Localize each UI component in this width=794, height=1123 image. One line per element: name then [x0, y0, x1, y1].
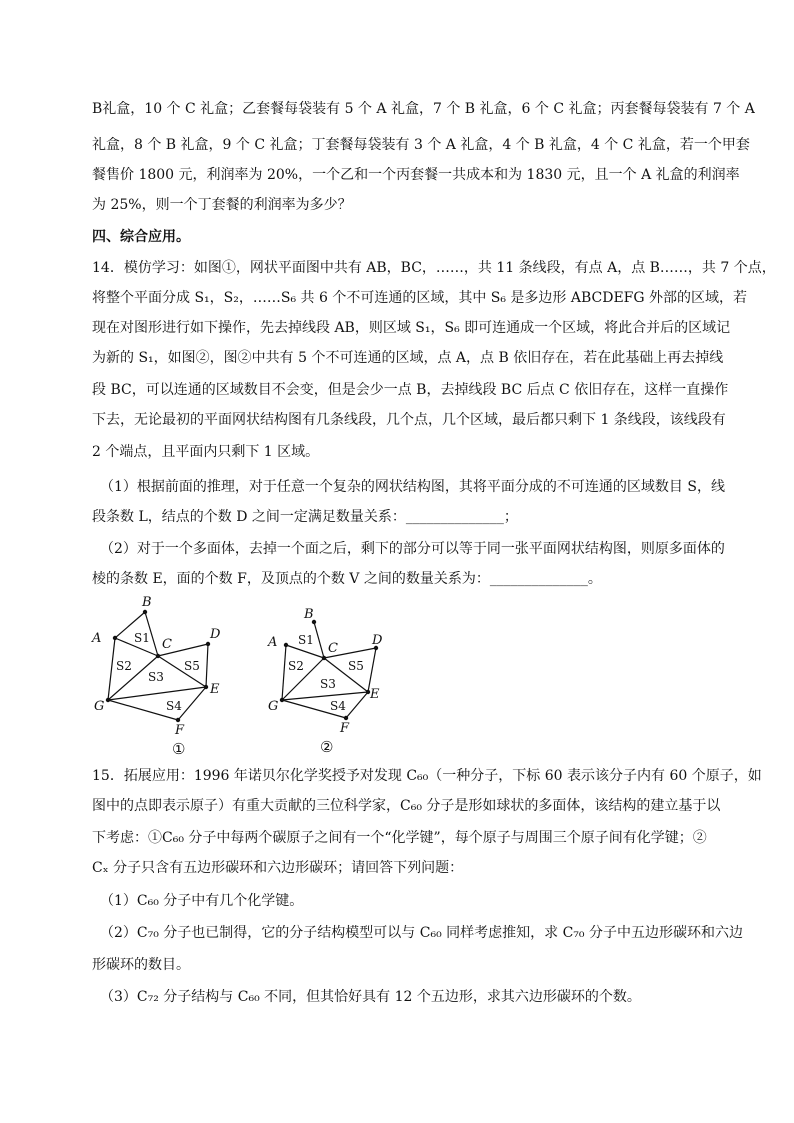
- q14-line-1: 14．模仿学习：如图①，网状平面图中共有 AB，BC，……，共 11 条线段，有点 A，点 B……，共 7 个点，: [92, 260, 776, 276]
- region-label-s1: S1: [134, 631, 150, 645]
- point-label-c: C: [162, 637, 172, 652]
- q14-line-6: 下去，无论最初的平面网状结构图有几条线段，几个点，几个区域，最后都只剩下 1 条线段，该线段有: [92, 412, 726, 428]
- point-label-e-2: E: [370, 687, 380, 702]
- region-label-s5: S5: [184, 659, 200, 673]
- region-label-s3-2: S3: [320, 677, 336, 691]
- point-label-f-2: F: [340, 721, 350, 736]
- q14-line-3: 现在对图形进行如下操作，先去掉线段 AB，则区域 S₁，S₆ 即可连通成一个区域，将此合并后的区域记: [92, 320, 731, 336]
- q15-sub1: （1）C₆₀ 分子中有几个化学键。: [100, 893, 304, 909]
- region-label-s2-2: S2: [288, 659, 304, 673]
- q14-sub2-line-2: 棱的条数 E，面的个数 F，及顶点的个数 V 之间的数量关系为：______________。: [92, 571, 602, 587]
- q14-line-5: 段 BC，可以连通的区域数目不会变，但是会少一点 B，去掉线段 BC 后点 C 依旧存在，这样一直操作: [92, 382, 729, 398]
- point-label-g: G: [94, 699, 105, 714]
- figure-caption-2: ②: [320, 738, 334, 756]
- region-label-s4: S4: [166, 699, 182, 713]
- point-label-f: F: [175, 723, 185, 738]
- region-label-s1-2: S1: [298, 633, 314, 647]
- point-label-d: D: [210, 627, 221, 642]
- region-label-s2: S2: [116, 659, 132, 673]
- q14-line-2: 将整个平面分成 S₁，S₂，……S₆ 共 6 个不可连通的区域，其中 S₆ 是多边形 ABCDEFG 外部的区域，若: [92, 290, 748, 306]
- point-label-a: A: [92, 631, 102, 646]
- region-label-s5-2: S5: [348, 659, 364, 673]
- q15-line-4: Cₓ 分子只含有五边形碳环和六边形碳环；请回答下列问题：: [92, 860, 464, 876]
- point-label-a-2: A: [268, 635, 278, 650]
- point-label-c-2: C: [328, 641, 338, 656]
- q14-line-7: 2 个端点，且平面内只剩下 1 区域。: [92, 444, 320, 460]
- point-label-b: B: [142, 595, 152, 610]
- q15-sub2-line-2: 形碳环的数目。: [92, 957, 190, 973]
- point-label-g-2: G: [268, 699, 279, 714]
- figure-caption-1: ①: [172, 740, 186, 758]
- q14-sub1-line-1: （1）根据前面的推理，对于任意一个复杂的网状结构图，其将平面分成的不可连通的区域数目 S，线: [100, 479, 725, 495]
- q14-sub1-line-2: 段条数 L，结点的个数 D 之间一定满足数量关系：______________；: [92, 509, 518, 525]
- section-heading: 四、综合应用。: [92, 229, 190, 245]
- q13-line-3: 餐售价 1800 元，利润率为 20%，一个乙和一个丙套餐一共成本和为 1830 元，且一个 A 礼盒的利润率: [92, 167, 740, 183]
- q15-line-3: 下考虑：①C₆₀ 分子中每两个碳原子之间有一个“化学键”，每个原子与周围三个原子间有化学键；②: [92, 830, 707, 846]
- point-label-d-2: D: [372, 633, 383, 648]
- region-label-s3: S3: [148, 670, 164, 684]
- q13-line-1: B礼盒，10 个 C 礼盒；乙套餐每袋装有 5 个 A 礼盒，7 个 B 礼盒，6 个 C 礼盒；丙套餐每袋装有 7 个 A: [92, 101, 755, 117]
- network-figure-2: [258, 600, 398, 760]
- point-label-b-2: B: [304, 607, 314, 622]
- q15-line-1: 15．拓展应用：1996 年诺贝尔化学奖授予对发现 C₆₀（一种分子，下标 60 表示该分子内有 60 个原子，如: [92, 768, 762, 784]
- point-label-e: E: [210, 682, 220, 697]
- q13-line-2: 礼盒，8 个 B 礼盒，9 个 C 礼盒；丁套餐每袋装有 3 个 A 礼盒，4 个 B 礼盒，4 个 C 礼盒，若一个甲套: [92, 137, 750, 153]
- q13-line-4: 为 25%，则一个丁套餐的利润率为多少？: [92, 197, 352, 213]
- q14-line-4: 为新的 S₁，如图②，图②中共有 5 个不可连通的区域，点 A，点 B 依旧存在，若在此基础上再去掉线: [92, 350, 724, 366]
- network-figure-1: [80, 592, 240, 762]
- region-label-s4-2: S4: [330, 699, 346, 713]
- q14-sub2-line-1: （2）对于一个多面体，去掉一个面之后，剩下的部分可以等于同一张平面网状结构图，则原多面体的: [100, 541, 725, 557]
- q15-sub3: （3）C₇₂ 分子结构与 C₆₀ 不同，但其恰好具有 12 个五边形，求其六边形碳环的个数。: [100, 989, 641, 1005]
- q15-sub2-line-1: （2）C₇₀ 分子也已制得，它的分子结构模型可以与 C₆₀ 同样考虑推知，求 C₇₀ 分子中五边形碳环和六边: [100, 925, 743, 941]
- q15-line-2: 图中的点即表示原子）有重大贡献的三位科学家，C₆₀ 分子是形如球状的多面体，该结构的建立基于以: [92, 798, 721, 814]
